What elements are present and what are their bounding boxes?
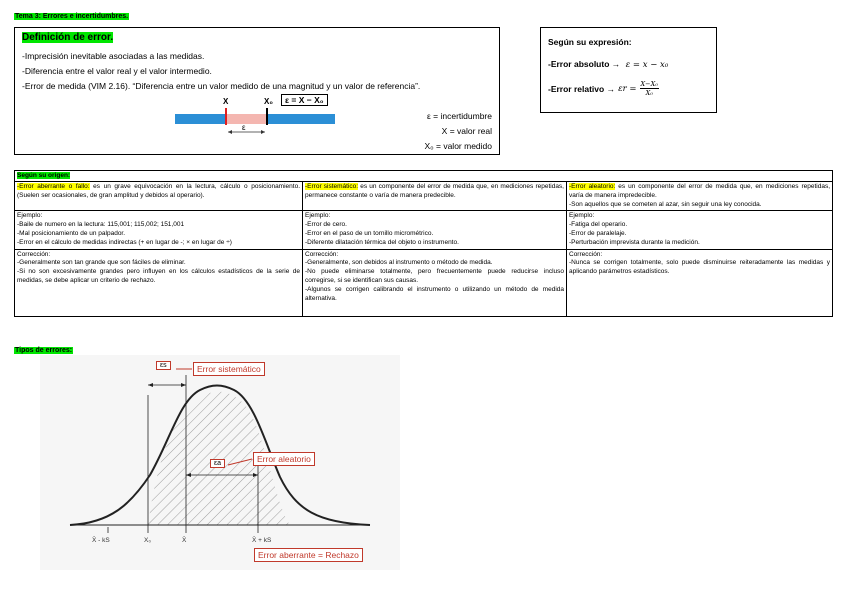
random-correction-heading: Corrección: <box>569 250 603 258</box>
col-gross-examples <box>15 211 303 249</box>
random-correction-1: -Nunca se corrigen totalmente, solo puede disminuirse reiteradamente las medidas y aplicando parámetros estadísticos. <box>569 259 831 276</box>
label-epsilon: ε <box>242 123 246 132</box>
systematic-correction-2: -No puede eliminarse totalmente, pero frecuentemente puede reducirse incluso corregirse, si se identifican sus causas. <box>305 268 564 284</box>
legend-incertidumbre: ε = incertidumbre <box>427 111 492 121</box>
col-systematic-examples <box>303 211 567 249</box>
col-gross-description <box>15 182 303 211</box>
random-error-description-2: -Son aquellos que se cometen al azar, sin seguir una ley conocida. <box>569 200 762 208</box>
random-error-label: Error aleatorio <box>253 452 315 466</box>
absolute-error-label: -Error absoluto → <box>548 59 621 69</box>
systematic-error-description: es un componente del error de medida que, en mediciones repetidas, permanece constante o varía de manera predecible. <box>305 183 564 199</box>
gross-error-description: es un grave equivocación en la lectura, cálculo o posicionamiento. (Suelen ser ocasionales, de gran amplitud y debidos al operario). <box>17 183 300 199</box>
expression-heading: Según su expresión: <box>548 37 632 47</box>
col-systematic-description <box>303 182 567 211</box>
origin-table <box>14 170 833 317</box>
origin-heading: Según su origen: <box>17 172 71 179</box>
legend-valor-real: X = valor real <box>441 126 492 136</box>
random-example-heading: Ejemplo: <box>569 212 595 220</box>
col-random-examples <box>567 211 833 249</box>
systematic-example-3: -Diferente dilatación térmica del objeto o instrumento. <box>305 238 459 246</box>
random-error-term: -Error aleatorio: <box>569 183 616 190</box>
error-region <box>225 114 267 124</box>
col-random-description <box>567 182 833 211</box>
col-random-corrections <box>567 249 833 316</box>
absolute-error-formula: ε = x − x₀ <box>625 60 669 70</box>
gross-example-3: -Error en el cálculo de medidas indirectas (+ en lugar de -; × en lugar de ÷) <box>17 238 232 246</box>
gross-correction-2: -Si no son excesivamente grandes pero influyen en los cálculos estadísticos de la serie de medidas, se debe aplicar un criterio de rechazo. <box>17 268 300 284</box>
random-example-1: -Fatiga del operario. <box>569 221 628 229</box>
tick-xbar-minus-ks: X̄ - kS <box>92 537 110 544</box>
tick-xbar-plus-ks: X̄ + kS <box>252 537 272 544</box>
gross-example-heading: Ejemplo: <box>17 212 43 220</box>
systematic-error-term: -Error sistemático: <box>305 183 359 190</box>
label-x0: X₀ <box>264 97 273 106</box>
page-title: Tema 3: Errores e incertidumbres. <box>15 13 129 20</box>
gross-example-1: -Baile de numero en la lectura: 115,001; 115,002; 151,001 <box>17 221 185 229</box>
relative-error-label: -Error relativo → <box>548 83 616 94</box>
legend-valor-medido: X₀ = valor medido <box>424 141 492 151</box>
gross-correction-1: -Generalmente son tan grande que son fáciles de eliminar. <box>17 259 186 267</box>
systematic-example-2: -Error en el paso de un tornillo micrométrico. <box>305 229 434 237</box>
definition-line-2: -Diferencia entre el valor real y el valor intermedio. <box>22 66 212 76</box>
eps-a-box: εa <box>210 459 225 468</box>
gross-example-2: -Mal posicionamiento de un palpador. <box>17 229 126 237</box>
definition-line-1: -Imprecisión inevitable asociadas a las medidas. <box>22 51 205 61</box>
relative-error-fraction <box>640 80 659 97</box>
systematic-example-1: -Error de cero. <box>305 221 347 229</box>
random-example-2: -Error de paralelaje. <box>569 229 627 237</box>
systematic-correction-1: -Generalmente, son debidos al instrumento o método de medida. <box>305 259 493 267</box>
random-example-3: -Perturbación imprevista durante la medición. <box>569 238 700 246</box>
tick-x0: X₀ <box>144 537 152 544</box>
definition-line-3: -Error de medida (VIM 2.16). “Diferencia entre un valor medido de una magnitud y un valor de referencia”. <box>22 81 421 91</box>
relative-error-lhs: εr = <box>618 83 637 94</box>
random-error-description: es un componente del error de medida que, en mediciones repetidas, varía de manera impredecible. <box>569 183 831 199</box>
eps-s-box: εs <box>156 361 171 370</box>
gross-correction-heading: Corrección: <box>17 250 51 258</box>
definition-heading: Definición de error. <box>22 32 114 43</box>
systematic-error-label: Error sistemático <box>193 362 265 376</box>
label-x: X <box>223 97 229 106</box>
relative-error-denominator: X₀ <box>645 89 653 97</box>
systematic-example-heading: Ejemplo: <box>305 212 331 220</box>
origin-heading-cell <box>15 171 833 182</box>
systematic-correction-3: -Algunos se corrigen calibrando el instrumento o utilizando un método de medida alternativa. <box>305 285 564 302</box>
tick-xbar: X̄ <box>182 537 187 544</box>
gross-error-term: -Error aberrante o fallo: <box>17 183 90 190</box>
gross-error-label: Error aberrante = Rechazo <box>254 548 363 562</box>
types-heading: Tipos de errores: <box>15 347 73 354</box>
expression-box <box>540 27 717 113</box>
col-gross-corrections <box>15 249 303 316</box>
relative-error-numerator: X−X₀ <box>640 80 658 88</box>
col-systematic-corrections <box>303 249 567 316</box>
definition-box <box>14 27 500 155</box>
systematic-correction-heading: Corrección: <box>305 250 339 258</box>
epsilon-formula: ε = X − X₀ <box>281 94 328 106</box>
